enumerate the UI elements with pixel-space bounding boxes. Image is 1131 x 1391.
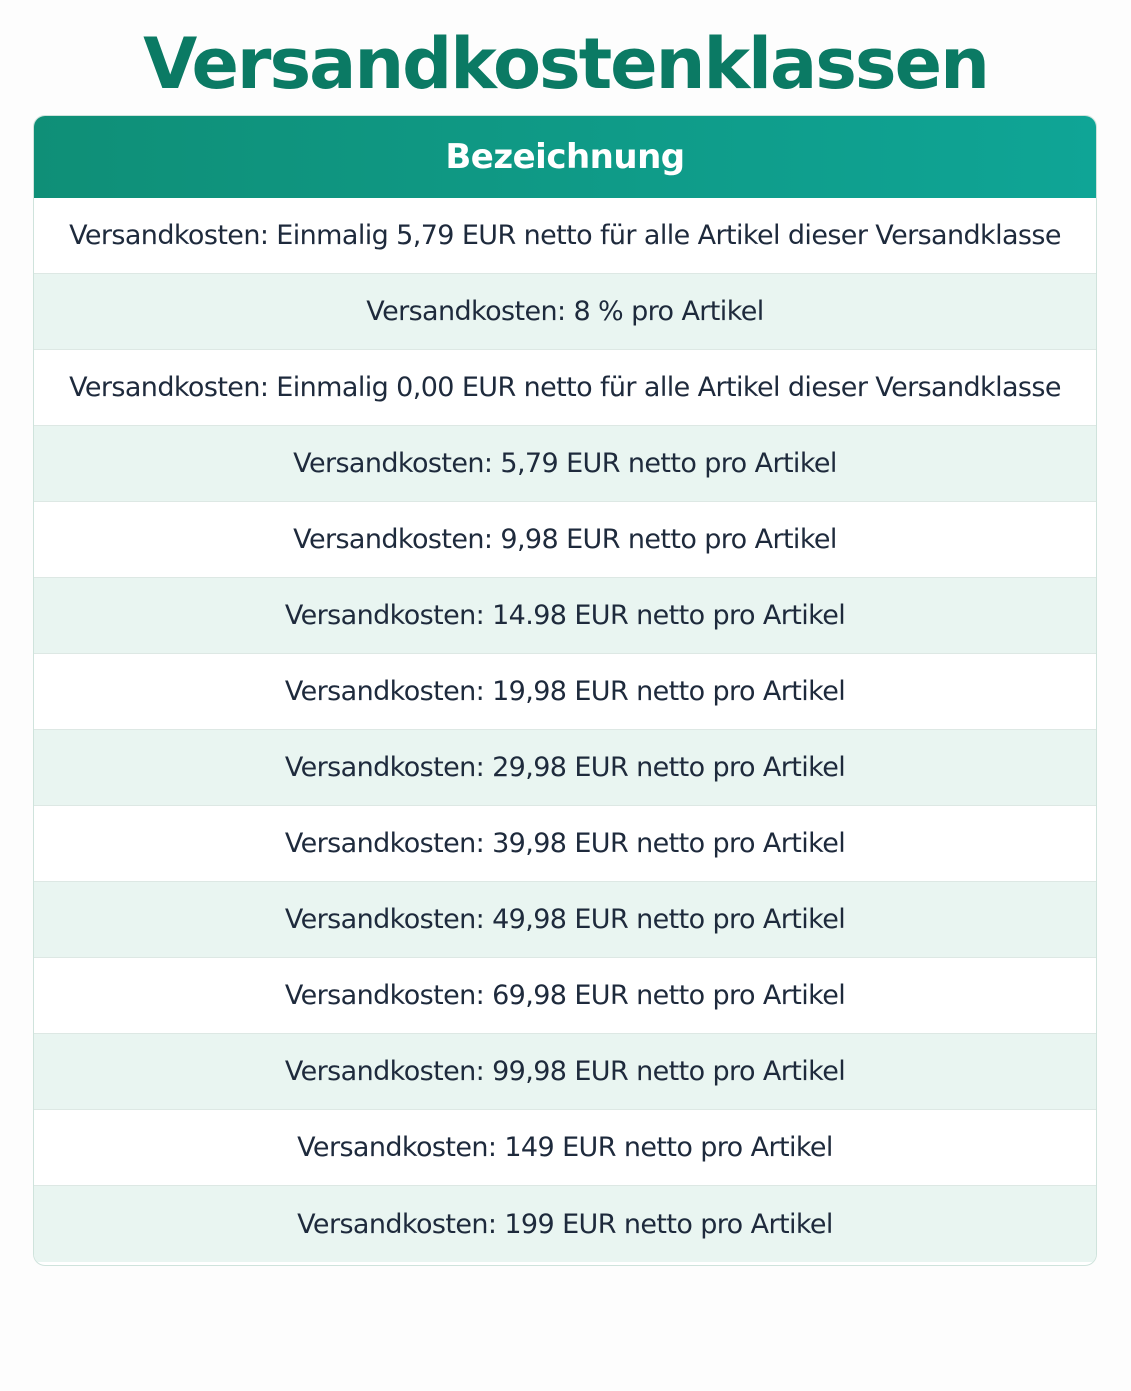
table-row: Versandkosten: 199 EUR netto pro Artikel	[34, 1186, 1096, 1262]
table-row: Versandkosten: 99,98 EUR netto pro Artikel	[34, 1034, 1096, 1110]
table-row: Versandkosten: 39,98 EUR netto pro Artikel	[34, 806, 1096, 882]
column-header-bezeichnung: Bezeichnung	[34, 116, 1096, 198]
table-row: Versandkosten: 9,98 EUR netto pro Artikel	[34, 502, 1096, 578]
table-row: Versandkosten: 69,98 EUR netto pro Artikel	[34, 958, 1096, 1034]
table-row: Versandkosten: 5,79 EUR netto pro Artikel	[34, 426, 1096, 502]
table-row: Versandkosten: 14.98 EUR netto pro Artikel	[34, 578, 1096, 654]
table-row: Versandkosten: 19,98 EUR netto pro Artikel	[34, 654, 1096, 730]
table-row: Versandkosten: 8 % pro Artikel	[34, 274, 1096, 350]
table-body	[34, 198, 1096, 1262]
table-row: Versandkosten: 29,98 EUR netto pro Artikel	[34, 730, 1096, 806]
page-title: Versandkostenklassen	[143, 23, 988, 105]
table-row: Versandkosten: Einmalig 5,79 EUR netto für alle Artikel dieser Versandklasse	[34, 198, 1096, 274]
table-row: Versandkosten: 49,98 EUR netto pro Artikel	[34, 882, 1096, 958]
shipping-classes-table	[33, 115, 1097, 1266]
table-row: Versandkosten: 149 EUR netto pro Artikel	[34, 1110, 1096, 1186]
table-row: Versandkosten: Einmalig 0,00 EUR netto für alle Artikel dieser Versandklasse	[34, 350, 1096, 426]
